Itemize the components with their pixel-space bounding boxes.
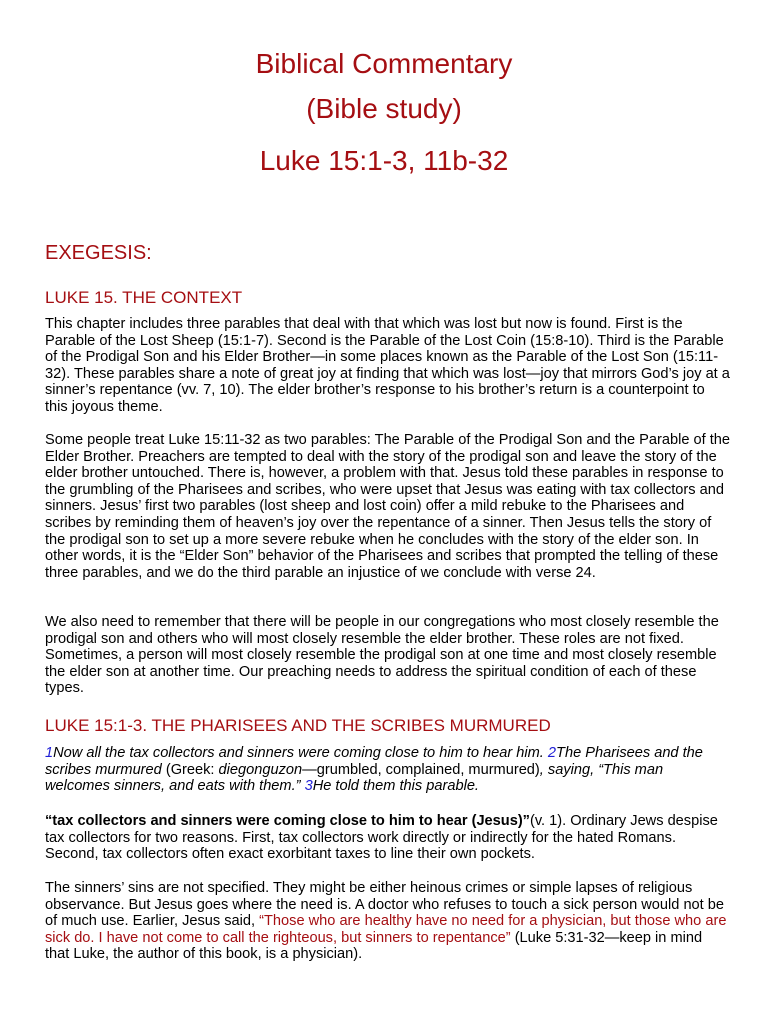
heading-context: LUKE 15. THE CONTEXT <box>45 288 243 307</box>
paragraph-context-3: We also need to remember that there will be people in our congregations who most closely resemble the prodigal son and others who will most closely resemble the elder brother. These roles are not fixed. Sometimes, a person will most closely resemble the prodigal son at one time and most closely resemble the elder son at another time. Our preaching needs to address the spiritual condition of each of these types. <box>45 614 719 697</box>
greek-word: diegonguzon <box>218 761 303 778</box>
jesus-quote: “Those who are healthy have no need for a physician, but those who are sick do. I have not come to call the righteous, but sinners to repentance” <box>45 913 727 946</box>
sinners-intro: The sinners’ sins are not specified. They might be either heinous crimes or simple lapses of religious observance. But Jesus goes where the need is. A doctor who refuses to touch a sick person would not be of much use. Earlier, Jesus said, <box>45 880 725 930</box>
quote-bold: “tax collectors and sinners were coming close to him to hear (Jesus)” <box>45 813 530 829</box>
heading-pharisees: LUKE 15:1-3. THE PHARISEES AND THE SCRIBES MURMURED <box>45 716 551 735</box>
greek-note-post: —grumbled, complained, murmured) <box>302 761 540 778</box>
verse-3-text: He told them this parable. <box>312 778 479 795</box>
verse-number-3: 3 <box>304 778 313 795</box>
verse-number-1: 1 <box>45 745 54 761</box>
verse-2-text-a: The Pharisees and the scribes murmured <box>45 745 703 778</box>
verse-number-2: 2 <box>547 745 557 761</box>
paragraph-context-2: Some people treat Luke 15:11-32 as two parables: The Parable of the Prodigal Son and the Parable of the Elder Brother. Preachers are tempted to deal with the story of the prodigal son and leave the story of the elder brother untouched. There is, however, a problem with that. Jesus told these parables in response to the grumbling of the Pharisees and scribes, who were upset that Jesus was eating with tax collectors and sinners. Jesus’ first two parables (lost sheep and lost coin) offer a mild rebuke to the Pharisees and scribes by reminding them of heaven’s joy over the repentance of a sinner. Then Jesus tells the story of the prodigal son to set up a more severe rebuke when he concludes with the story of the elder son. In other words, it is the “Elder Son” behavior of the Pharisees and scribes that prompted the telling of these three parables, and we do the third parable an injustice of we conclude with verse 24. <box>45 432 731 581</box>
paragraph-scripture <box>45 745 730 795</box>
tax-collectors-text: (v. 1). Ordinary Jews despise tax collectors for two reasons. First, tax collectors work directly or indirectly for the hated Romans. Second, tax collectors often exact exorbitant taxes to line their own pockets. <box>45 813 718 863</box>
greek-note-pre: (Greek: <box>161 761 219 778</box>
heading-exegesis: EXEGESIS: <box>45 242 152 264</box>
luke-reference: (Luke 5:31-32—keep in mind that Luke, the author of this book, is a physician). <box>45 929 703 963</box>
title-line-1: Biblical Commentary <box>255 48 513 79</box>
title-line-3: Luke 15:1-3, 11b-32 <box>259 145 509 176</box>
paragraph-sinners <box>45 880 730 963</box>
verse-2-text-b: , saying, “This man welcomes sinners, and eats with them.” <box>45 761 664 795</box>
paragraph-context-1: This chapter includes three parables that deal with that which was lost but now is found. First is the Parable of the Lost Sheep (15:1-7). Second is the Parable of the Lost Coin (15:8-10). Third is the Parable of the Prodigal Son and his Elder Brother—in some places known as the Parable of the Lost Son (15:11-32). These parables share a note of great joy at finding that which was lost—joy that mirrors God’s joy at a sinner’s repentance (vv. 7, 10). The elder brother’s response to his brother’s return is a counterpoint to this joyous theme. <box>45 316 730 415</box>
paragraph-tax-collectors <box>45 813 730 863</box>
title-line-2: (Bible study) <box>306 93 462 124</box>
verse-1-text: Now all the tax collectors and sinners were coming close to him to hear him. <box>53 745 548 761</box>
